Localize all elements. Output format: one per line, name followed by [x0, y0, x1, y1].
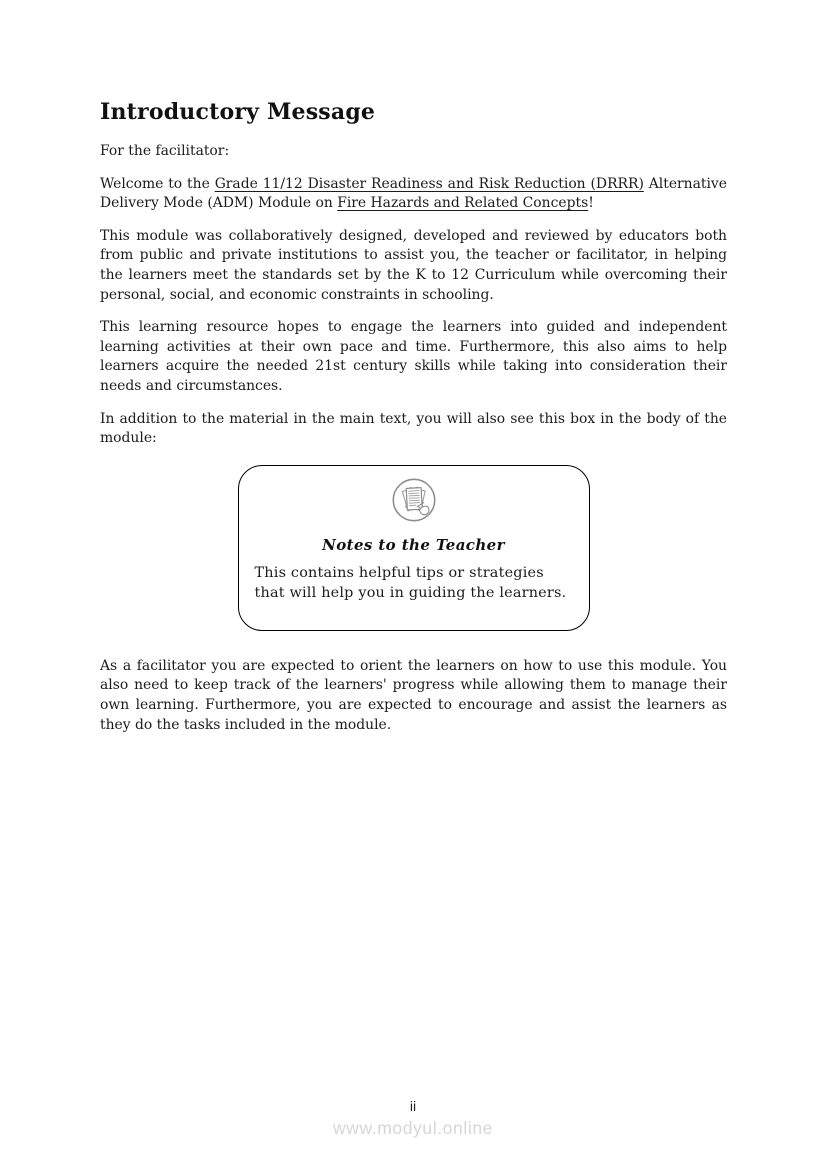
notes-paper-icon — [391, 477, 437, 523]
notes-to-teacher-box — [238, 465, 590, 631]
watermark-url: www.modyul.online — [333, 1118, 493, 1138]
notes-icon-wrapper — [255, 477, 573, 527]
paragraph-box-intro: In addition to the material in the main text, you will also see this box in the body of the module: — [100, 410, 727, 447]
welcome-seg-1: Welcome to the — [100, 175, 215, 192]
welcome-paragraph — [100, 175, 727, 214]
underlined-course-title: Grade 11/12 Disaster Readiness and Risk Reduction (DRRR) — [214, 175, 644, 192]
welcome-seg-3: Alternative Delivery Mode (ADM) Module on — [100, 175, 727, 212]
page-title: Introductory Message — [100, 99, 376, 125]
paragraph-facilitator-role: As a facilitator you are expected to orient the learners on how to use this module. You also need to keep track of the learners' progress while allowing them to manage their own learning. Furthermore, you are expected to encourage and assist the learners as they do the tasks included in the module. — [100, 657, 727, 733]
welcome-seg-5: ! — [588, 195, 594, 212]
paragraph-module-design: This module was collaboratively designed, developed and reviewed by educators both from public and private institutions to assist you, the teacher or facilitator, in helping the learners meet the standards set by the K to 12 Curriculum while overcoming their personal, social, and economic constraints in schooling. — [100, 227, 727, 303]
salutation-text: For the facilitator: — [100, 143, 230, 159]
notes-box-title: Notes to the Teacher — [322, 535, 505, 554]
paragraph-learning-resource: This learning resource hopes to engage the learners into guided and independent learning activities at their own pace and time. Furthermore, this also aims to help learners acquire the needed 21st century skills while taking into consideration their needs and circumstances. — [100, 319, 727, 394]
page-number: ii — [409, 1098, 417, 1114]
notes-box-body: This contains helpful tips or strategies that will help you in guiding the learners. — [254, 564, 567, 602]
intro-message-section — [100, 99, 727, 748]
underlined-module-topic: Fire Hazards and Related Concepts — [337, 195, 589, 212]
